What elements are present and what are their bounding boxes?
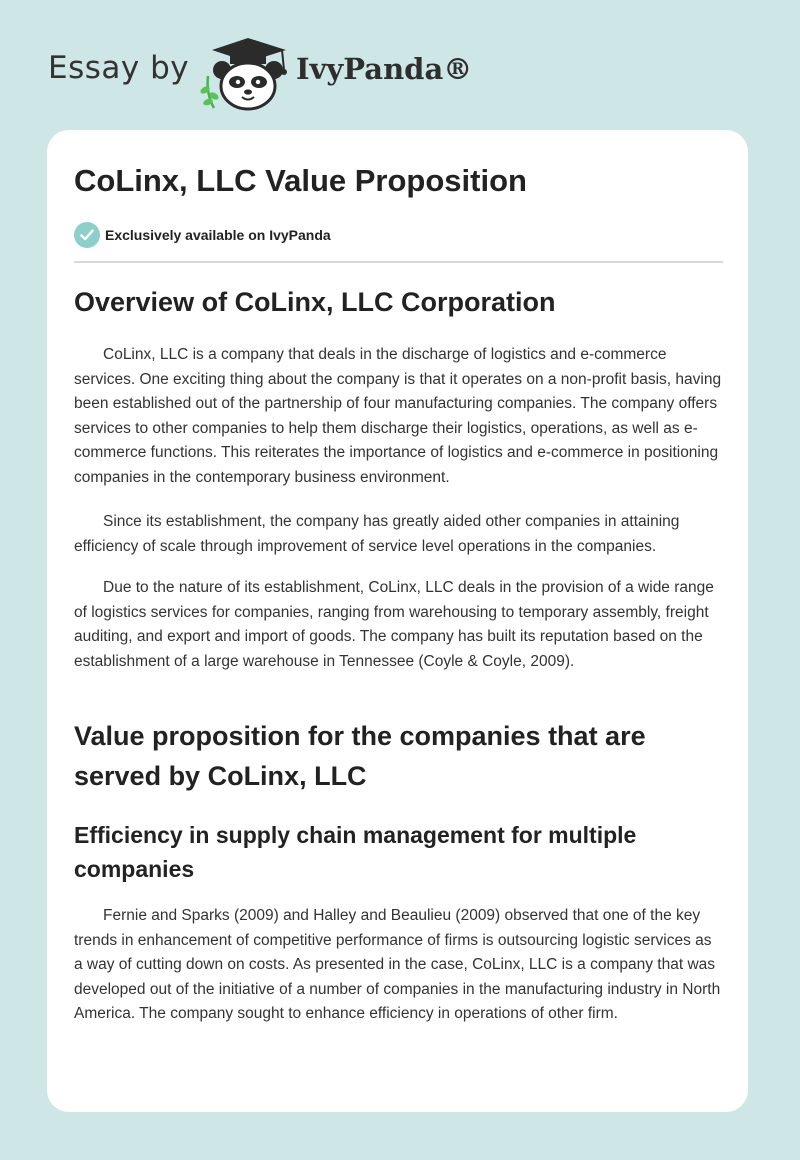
panda-logo-icon[interactable] [200, 36, 292, 112]
brand-name[interactable]: IvyPanda® [296, 52, 473, 86]
section-heading-overview: Overview of CoLinx, LLC Corporation [74, 287, 556, 317]
site-header [0, 0, 800, 130]
paragraph: Since its establishment, the company has greatly aided other companies in attaining efficiency of scale through improvement of service level operations in the companies. [74, 513, 680, 555]
paragraph: Due to the nature of its establishment, CoLinx, LLC deals in the provision of a wide range of logistics services for companies, ranging from warehousing to temporary assembly, freight auditing, and export and import of goods. The company has built its reputation based on the establishment of a large warehouse in Tennessee (Coyle & Coyle, 2009). [74, 579, 714, 670]
title-divider [74, 261, 723, 263]
section-heading-value-proposition: Value proposition for the companies that are served by CoLinx, LLC [74, 721, 646, 791]
availability-badge [74, 222, 331, 248]
article-card [47, 130, 748, 1112]
check-icon [74, 222, 100, 248]
page-title: CoLinx, LLC Value Proposition [74, 163, 527, 198]
essay-by-label: Essay by [48, 50, 190, 86]
subsection-heading-efficiency: Efficiency in supply chain management for multiple companies [74, 822, 637, 882]
badge-text: Exclusively available on IvyPanda [105, 227, 331, 243]
paragraph: CoLinx, LLC is a company that deals in the discharge of logistics and e-commerce services. One exciting thing about the company is that it operates on a non-profit basis, having been established out of the partnership of four manufacturing companies. The company offers services to other companies to help them discharge their logistics, operations, as well as e-commerce functions. This reiterates the importance of logistics and e-commerce in positioning companies in the contemporary business environment. [74, 346, 722, 486]
paragraph: Fernie and Sparks (2009) and Halley and Beaulieu (2009) observed that one of the key trends in enhancement of competitive performance of firms is outsourcing logistic services as a way of cutting down on costs. As presented in the case, CoLinx, LLC is a company that was developed out of the initiative of a number of companies in the manufacturing industry in North America. The company sought to enhance efficiency in operations of other firm. [74, 907, 721, 1023]
